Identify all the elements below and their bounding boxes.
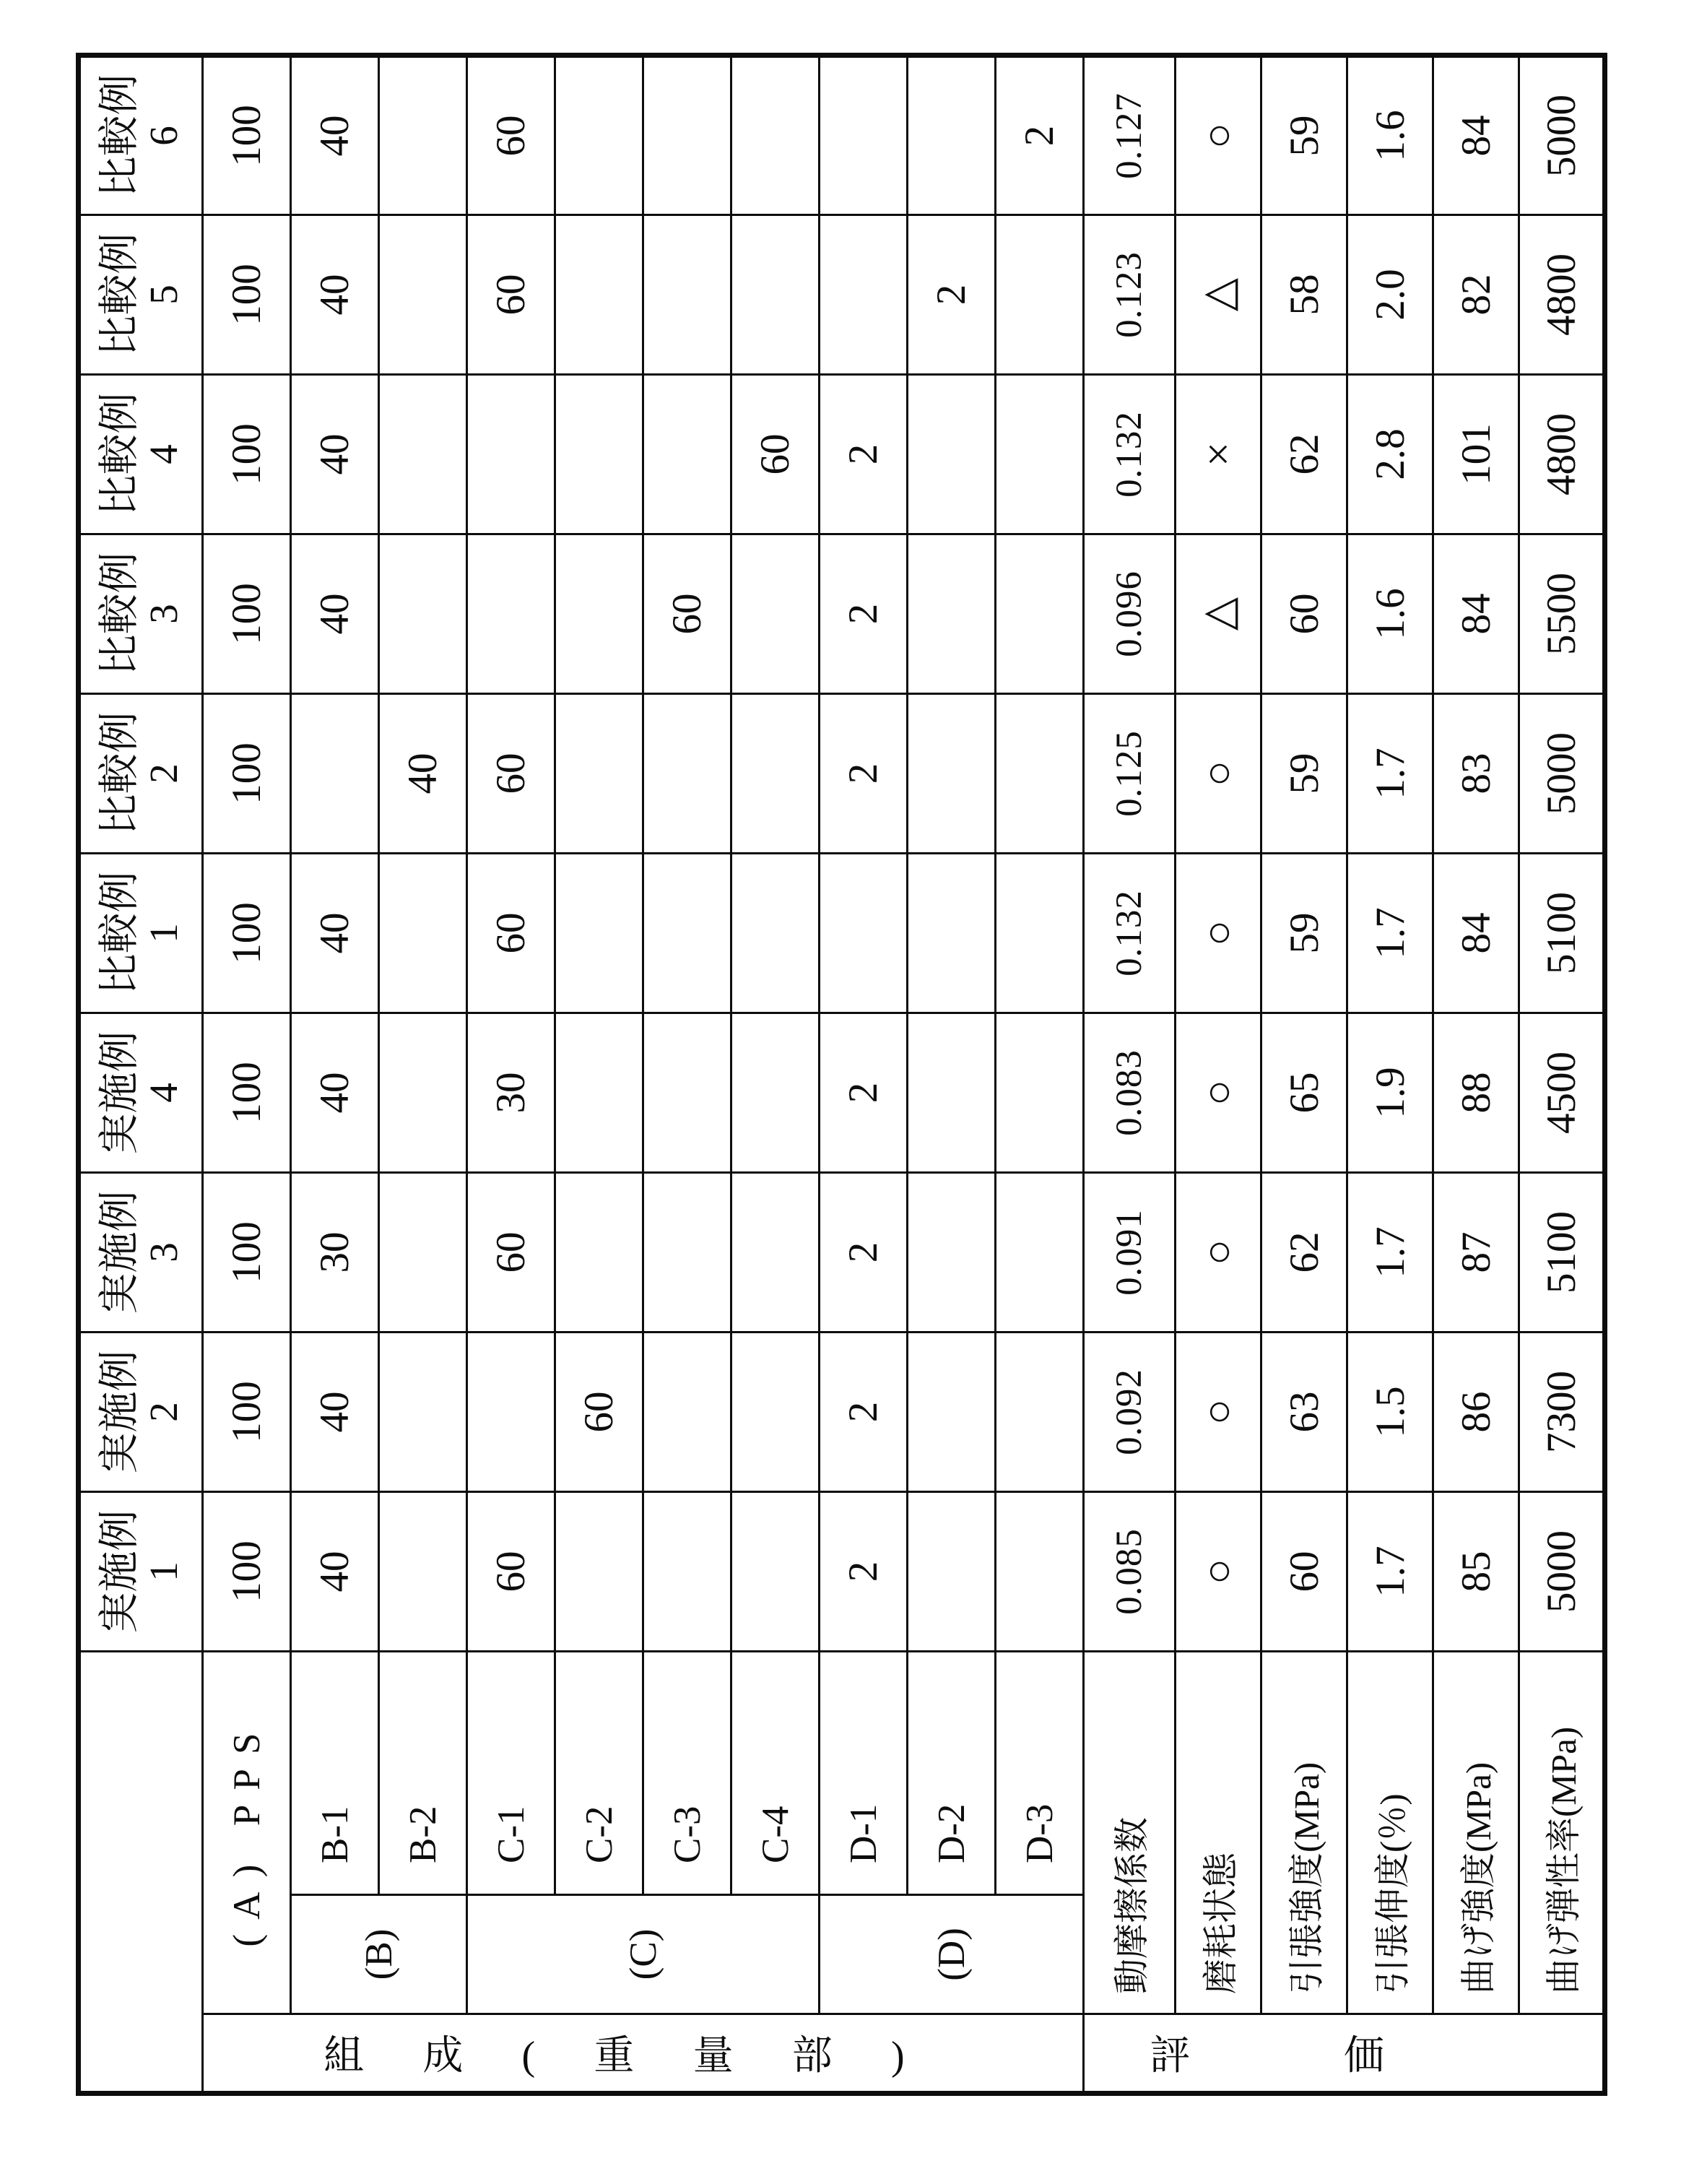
cell-c4-cmp5 [731,214,820,374]
cell-d3-ex1 [996,1491,1084,1651]
cell-c2-cmp5 [555,214,643,374]
cell-wear-cmp6: ○ [1176,55,1261,214]
cell-c2-ex2: 60 [555,1332,643,1491]
cell-fm-cmp1: 5100 [1519,853,1605,1013]
cell-wear-cmp4: × [1176,374,1261,534]
cell-c3-cmp4 [643,374,731,534]
cell-te-ex2: 1.5 [1347,1332,1433,1491]
cell-c2-cmp6 [555,55,643,214]
cell-b1-cmp3: 40 [291,534,379,693]
cell-wear-cmp1: ○ [1176,853,1261,1013]
cell-ts-ex2: 63 [1261,1332,1347,1491]
cell-te-cmp2: 1.7 [1347,693,1433,853]
row-b2 [379,55,467,2093]
cell-wear-ex4: ○ [1176,1013,1261,1172]
evaluation-group-label [1084,2014,1605,2094]
results-table [76,53,1607,2096]
row-label-d2: D-2 [908,1651,996,1894]
cell-d1-ex3: 2 [820,1172,908,1332]
cell-te-cmp4: 2.8 [1347,374,1433,534]
cell-c1-cmp4 [467,374,555,534]
cell-wear-cmp2: ○ [1176,693,1261,853]
col-header-comparative-6: 比較例 6 [79,55,203,214]
cell-fm-cmp6: 5000 [1519,55,1605,214]
cell-b2-ex2 [379,1332,467,1491]
col-header-example-1: 実施例 1 [79,1491,203,1651]
cell-pps-ex3: 100 [203,1172,291,1332]
row-label-c4: C-4 [731,1651,820,1894]
cell-wear-cmp3: △ [1176,534,1261,693]
cell-te-cmp1: 1.7 [1347,853,1433,1013]
cell-d1-cmp5 [820,214,908,374]
row-label-b1: B-1 [291,1651,379,1894]
row-label-c2: C-2 [555,1651,643,1894]
cell-wear-ex3: ○ [1176,1172,1261,1332]
cell-wear-ex1: ○ [1176,1491,1261,1651]
cell-c3-ex4 [643,1013,731,1172]
cell-c3-cmp5 [643,214,731,374]
row-c3 [643,55,731,2093]
cell-d2-cmp4 [908,374,996,534]
row-label-tensile-strength: 引張強度(MPa) [1261,1651,1347,2014]
cell-c4-cmp1 [731,853,820,1013]
cell-c1-ex3: 60 [467,1172,555,1332]
cell-c4-cmp4: 60 [731,374,820,534]
cell-d3-ex2 [996,1332,1084,1491]
cell-d1-cmp1 [820,853,908,1013]
cell-ts-cmp1: 59 [1261,853,1347,1013]
cell-b2-cmp2: 40 [379,693,467,853]
cell-c2-cmp3 [555,534,643,693]
cell-b1-ex2: 40 [291,1332,379,1491]
col-header-example-3: 実施例 3 [79,1172,203,1332]
cell-te-cmp5: 2.0 [1347,214,1433,374]
cell-friction-ex3: 0.091 [1084,1172,1176,1332]
cell-b2-cmp6 [379,55,467,214]
cell-c4-ex1 [731,1491,820,1651]
row-tensile-elongation [1347,55,1433,2093]
cell-d3-ex4 [996,1013,1084,1172]
cell-ts-ex4: 65 [1261,1013,1347,1172]
cell-b2-ex3 [379,1172,467,1332]
cell-fs-cmp3: 84 [1433,534,1519,693]
cell-d2-cmp6 [908,55,996,214]
cell-d2-ex1 [908,1491,996,1651]
cell-d2-ex4 [908,1013,996,1172]
cell-d3-cmp4 [996,374,1084,534]
composition-group-label [203,2014,1084,2094]
row-c2 [555,55,643,2093]
cell-c3-ex2 [643,1332,731,1491]
row-label-c1: C-1 [467,1651,555,1894]
col-header-comparative-1: 比較例 1 [79,853,203,1013]
cell-c4-cmp3 [731,534,820,693]
cell-d2-cmp1 [908,853,996,1013]
cell-c2-cmp2 [555,693,643,853]
cell-fm-ex4: 4500 [1519,1013,1605,1172]
cell-d1-ex4: 2 [820,1013,908,1172]
cell-d2-ex3 [908,1172,996,1332]
row-d1 [820,55,908,2093]
cell-fs-cmp1: 84 [1433,853,1519,1013]
cell-ts-cmp2: 59 [1261,693,1347,853]
cell-ts-ex1: 60 [1261,1491,1347,1651]
evaluation-group-text: 評価 [1149,2034,1538,2079]
cell-b2-ex1 [379,1491,467,1651]
cell-b2-cmp4 [379,374,467,534]
cell-pps-ex1: 100 [203,1491,291,1651]
cell-pps-cmp6: 100 [203,55,291,214]
cell-fs-ex2: 86 [1433,1332,1519,1491]
cell-c2-cmp1 [555,853,643,1013]
cell-fm-ex2: 7300 [1519,1332,1605,1491]
row-flexural-modulus [1519,55,1605,2093]
cell-fm-ex1: 5000 [1519,1491,1605,1651]
cell-pps-ex2: 100 [203,1332,291,1491]
row-wear [1176,55,1261,2093]
cell-wear-cmp5: △ [1176,214,1261,374]
cell-c1-ex4: 30 [467,1013,555,1172]
col-header-example-4: 実施例 4 [79,1013,203,1172]
row-c1 [467,55,555,2093]
cell-c4-cmp2 [731,693,820,853]
cell-ts-ex3: 62 [1261,1172,1347,1332]
cell-d3-ex3 [996,1172,1084,1332]
cell-friction-cmp2: 0.125 [1084,693,1176,853]
cell-fm-cmp4: 4800 [1519,374,1605,534]
cell-c2-ex1 [555,1491,643,1651]
cell-c3-cmp1 [643,853,731,1013]
row-friction [1084,55,1176,2093]
cell-friction-cmp5: 0.123 [1084,214,1176,374]
cell-b1-cmp4: 40 [291,374,379,534]
row-c4 [731,55,820,2093]
cell-d3-cmp6: 2 [996,55,1084,214]
row-pps [203,55,291,2093]
row-flexural-strength [1433,55,1519,2093]
cell-c4-ex4 [731,1013,820,1172]
cell-fm-ex3: 5100 [1519,1172,1605,1332]
cell-c3-ex1 [643,1491,731,1651]
cell-wear-ex2: ○ [1176,1332,1261,1491]
cell-te-ex1: 1.7 [1347,1491,1433,1651]
cell-c1-ex2 [467,1332,555,1491]
cell-ts-cmp3: 60 [1261,534,1347,693]
cell-friction-ex2: 0.092 [1084,1332,1176,1491]
rotated-table-container [76,58,1602,2096]
cell-c1-cmp6: 60 [467,55,555,214]
cell-b1-ex3: 30 [291,1172,379,1332]
cell-fs-cmp5: 82 [1433,214,1519,374]
cell-c2-ex4 [555,1013,643,1172]
cell-te-ex3: 1.7 [1347,1172,1433,1332]
row-label-b2: B-2 [379,1651,467,1894]
cell-pps-ex4: 100 [203,1013,291,1172]
cell-ts-cmp5: 58 [1261,214,1347,374]
cell-b1-cmp6: 40 [291,55,379,214]
composition-group-text: 組成(重量部) [323,2034,963,2079]
row-tensile-strength [1261,55,1347,2093]
cell-c4-ex3 [731,1172,820,1332]
cell-pps-cmp3: 100 [203,534,291,693]
cell-te-cmp3: 1.6 [1347,534,1433,693]
col-header-comparative-5: 比較例 5 [79,214,203,374]
row-d2 [908,55,996,2093]
cell-fs-ex3: 87 [1433,1172,1519,1332]
cell-d2-cmp2 [908,693,996,853]
cell-d1-ex2: 2 [820,1332,908,1491]
cell-d2-ex2 [908,1332,996,1491]
cell-fm-cmp3: 5500 [1519,534,1605,693]
row-group-b: (B) [291,1895,467,2014]
cell-pps-cmp4: 100 [203,374,291,534]
cell-c3-cmp3: 60 [643,534,731,693]
cell-c4-ex2 [731,1332,820,1491]
col-header-comparative-2: 比較例 2 [79,693,203,853]
cell-d1-cmp2: 2 [820,693,908,853]
cell-b1-ex1: 40 [291,1491,379,1651]
cell-te-cmp6: 1.6 [1347,55,1433,214]
row-label-d3: D-3 [996,1651,1084,1894]
cell-d3-cmp2 [996,693,1084,853]
cell-d2-cmp3 [908,534,996,693]
cell-friction-cmp6: 0.127 [1084,55,1176,214]
cell-d1-cmp6 [820,55,908,214]
corner-cell [79,1651,203,2093]
cell-fs-cmp4: 101 [1433,374,1519,534]
row-group-c: (C) [467,1895,820,2014]
cell-d3-cmp1 [996,853,1084,1013]
cell-ts-cmp6: 59 [1261,55,1347,214]
cell-fm-cmp5: 4800 [1519,214,1605,374]
cell-b2-cmp1 [379,853,467,1013]
cell-d3-cmp3 [996,534,1084,693]
cell-pps-cmp1: 100 [203,853,291,1013]
cell-friction-ex1: 0.085 [1084,1491,1176,1651]
cell-pps-cmp2: 100 [203,693,291,853]
row-label-friction: 動摩擦係数 [1084,1651,1176,2014]
cell-c3-ex3 [643,1172,731,1332]
cell-d1-cmp4: 2 [820,374,908,534]
row-label-a-pps: (A) PPS [203,1651,291,2014]
cell-fm-cmp2: 5000 [1519,693,1605,853]
header-row [79,55,203,2093]
cell-c3-cmp6 [643,55,731,214]
cell-friction-ex4: 0.083 [1084,1013,1176,1172]
cell-c1-cmp2: 60 [467,693,555,853]
cell-d1-ex1: 2 [820,1491,908,1651]
row-label-flexural-modulus: 曲げ弾性率(MPa) [1519,1651,1605,2014]
cell-c3-cmp2 [643,693,731,853]
cell-c2-cmp4 [555,374,643,534]
cell-d3-cmp5 [996,214,1084,374]
row-label-c3: C-3 [643,1651,731,1894]
cell-c2-ex3 [555,1172,643,1332]
cell-ts-cmp4: 62 [1261,374,1347,534]
row-label-wear: 磨耗状態 [1176,1651,1261,2014]
col-header-comparative-3: 比較例 3 [79,534,203,693]
cell-friction-cmp4: 0.132 [1084,374,1176,534]
cell-b1-cmp5: 40 [291,214,379,374]
col-header-example-2: 実施例 2 [79,1332,203,1491]
cell-d1-cmp3: 2 [820,534,908,693]
cell-c1-ex1: 60 [467,1491,555,1651]
col-header-comparative-4: 比較例 4 [79,374,203,534]
cell-b1-cmp2 [291,693,379,853]
cell-c1-cmp5: 60 [467,214,555,374]
row-d3 [996,55,1084,2093]
cell-friction-cmp3: 0.096 [1084,534,1176,693]
row-label-flexural-strength: 曲げ強度(MPa) [1433,1651,1519,2014]
row-b1 [291,55,379,2093]
cell-pps-cmp5: 100 [203,214,291,374]
cell-b2-cmp3 [379,534,467,693]
cell-b1-ex4: 40 [291,1013,379,1172]
cell-c1-cmp1: 60 [467,853,555,1013]
cell-fs-ex1: 85 [1433,1491,1519,1651]
row-group-d: (D) [820,1895,1084,2014]
cell-b1-cmp1: 40 [291,853,379,1013]
cell-fs-cmp6: 84 [1433,55,1519,214]
cell-c1-cmp3 [467,534,555,693]
cell-d2-cmp5: 2 [908,214,996,374]
cell-c4-cmp6 [731,55,820,214]
cell-friction-cmp1: 0.132 [1084,853,1176,1013]
row-label-tensile-elongation: 引張伸度(％) [1347,1651,1433,2014]
row-label-d1: D-1 [820,1651,908,1894]
cell-te-ex4: 1.9 [1347,1013,1433,1172]
cell-b2-cmp5 [379,214,467,374]
cell-fs-cmp2: 83 [1433,693,1519,853]
cell-b2-ex4 [379,1013,467,1172]
cell-fs-ex4: 88 [1433,1013,1519,1172]
